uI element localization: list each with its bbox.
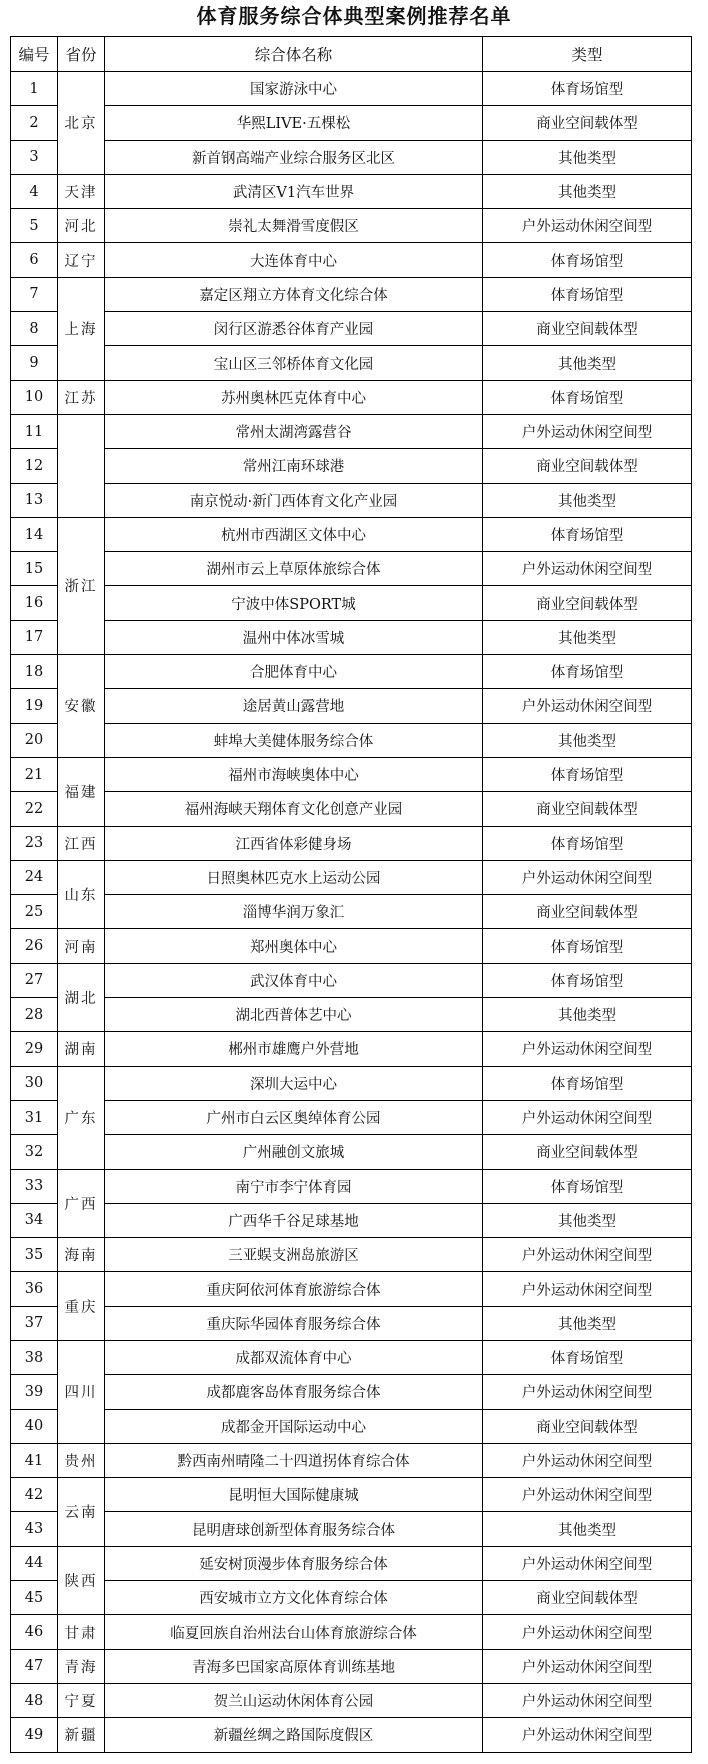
complex-name: 昆明唐球创新型体育服务综合体 — [105, 1512, 483, 1546]
table-row — [11, 1615, 692, 1649]
table-row — [11, 1718, 692, 1752]
complex-name: 成都双流体育中心 — [105, 1340, 483, 1374]
table-row — [11, 1169, 692, 1203]
document-title: 体育服务综合体典型案例推荐名单 — [196, 4, 512, 28]
table-row — [11, 1683, 692, 1717]
header-province: 省份 — [58, 37, 105, 72]
table-header-row — [11, 37, 692, 72]
table-row — [11, 414, 692, 448]
table-row — [11, 1032, 692, 1066]
header-name: 综合体名称 — [105, 37, 483, 72]
row-number: 40 — [11, 1409, 58, 1443]
table-row — [11, 72, 692, 106]
province-cell: 天津 — [58, 174, 105, 208]
table-row — [11, 517, 692, 551]
complex-name: 广州融创文旅城 — [105, 1135, 483, 1169]
row-number: 15 — [11, 552, 58, 586]
row-number: 38 — [11, 1340, 58, 1374]
row-number: 9 — [11, 346, 58, 380]
complex-type: 体育场馆型 — [483, 1340, 692, 1374]
province-cell — [58, 414, 105, 517]
table-row — [11, 380, 692, 414]
province-cell: 山东 — [58, 860, 105, 929]
complex-name: 三亚蜈支洲岛旅游区 — [105, 1238, 483, 1272]
complex-type: 体育场馆型 — [483, 380, 692, 414]
row-number: 8 — [11, 312, 58, 346]
row-number: 48 — [11, 1683, 58, 1717]
complex-name: 崇礼太舞滑雪度假区 — [105, 209, 483, 243]
complex-name: 成都鹿客岛体育服务综合体 — [105, 1375, 483, 1409]
table-row — [11, 209, 692, 243]
row-number: 49 — [11, 1718, 58, 1752]
row-number: 5 — [11, 209, 58, 243]
complex-name: 青海多巴国家高原体育训练基地 — [105, 1649, 483, 1683]
table-row — [11, 277, 692, 311]
complex-type: 体育场馆型 — [483, 963, 692, 997]
table-row — [11, 929, 692, 963]
complex-name: 新首钢高端产业综合服务区北区 — [105, 140, 483, 174]
complex-name: 成都金开国际运动中心 — [105, 1409, 483, 1443]
table-row — [11, 483, 692, 517]
complex-name: 郑州奥体中心 — [105, 929, 483, 963]
complex-type: 体育场馆型 — [483, 1066, 692, 1100]
complex-name: 武汉体育中心 — [105, 963, 483, 997]
recommendation-table — [10, 36, 692, 1753]
table-row — [11, 1306, 692, 1340]
complex-name: 郴州市雄鹰户外营地 — [105, 1032, 483, 1066]
complex-type: 户外运动休闲空间型 — [483, 552, 692, 586]
complex-name: 蚌埠大美健体服务综合体 — [105, 723, 483, 757]
row-number: 2 — [11, 106, 58, 140]
complex-type: 其他类型 — [483, 723, 692, 757]
table-row — [11, 655, 692, 689]
province-cell: 广西 — [58, 1169, 105, 1238]
row-number: 24 — [11, 860, 58, 894]
row-number: 33 — [11, 1169, 58, 1203]
table-row — [11, 757, 692, 791]
complex-type: 体育场馆型 — [483, 1169, 692, 1203]
row-number: 47 — [11, 1649, 58, 1683]
complex-type: 其他类型 — [483, 1203, 692, 1237]
table-row — [11, 1203, 692, 1237]
complex-name: 江西省体彩健身场 — [105, 826, 483, 860]
complex-name: 临夏回族自治州法台山体育旅游综合体 — [105, 1615, 483, 1649]
complex-type: 商业空间载体型 — [483, 895, 692, 929]
table-row — [11, 1546, 692, 1580]
header-number: 编号 — [11, 37, 58, 72]
row-number: 11 — [11, 414, 58, 448]
complex-name: 贺兰山运动休闲体育公园 — [105, 1683, 483, 1717]
province-cell: 江苏 — [58, 380, 105, 414]
table-row — [11, 689, 692, 723]
complex-name: 广西华千谷足球基地 — [105, 1203, 483, 1237]
row-number: 7 — [11, 277, 58, 311]
table-row — [11, 723, 692, 757]
row-number: 12 — [11, 449, 58, 483]
row-number: 14 — [11, 517, 58, 551]
province-cell: 青海 — [58, 1649, 105, 1683]
row-number: 26 — [11, 929, 58, 963]
complex-type: 体育场馆型 — [483, 655, 692, 689]
row-number: 36 — [11, 1272, 58, 1306]
complex-type: 商业空间载体型 — [483, 106, 692, 140]
complex-type: 户外运动休闲空间型 — [483, 1546, 692, 1580]
complex-type: 商业空间载体型 — [483, 1409, 692, 1443]
province-cell: 甘肃 — [58, 1615, 105, 1649]
complex-name: 南京悦动·新门西体育文化产业园 — [105, 483, 483, 517]
row-number: 28 — [11, 998, 58, 1032]
complex-name: 昆明恒大国际健康城 — [105, 1478, 483, 1512]
row-number: 43 — [11, 1512, 58, 1546]
complex-type: 体育场馆型 — [483, 243, 692, 277]
province-cell: 云南 — [58, 1478, 105, 1547]
province-cell: 湖北 — [58, 963, 105, 1032]
complex-type: 户外运动休闲空间型 — [483, 689, 692, 723]
row-number: 20 — [11, 723, 58, 757]
table-row — [11, 620, 692, 654]
complex-name: 宁波中体SPORT城 — [105, 586, 483, 620]
complex-name: 黔西南州晴隆二十四道拐体育综合体 — [105, 1443, 483, 1477]
complex-type: 户外运动休闲空间型 — [483, 1718, 692, 1752]
complex-type: 其他类型 — [483, 346, 692, 380]
complex-name: 嘉定区翔立方体育文化综合体 — [105, 277, 483, 311]
complex-name: 杭州市西湖区文体中心 — [105, 517, 483, 551]
complex-name: 常州太湖湾露营谷 — [105, 414, 483, 448]
row-number: 23 — [11, 826, 58, 860]
complex-type: 户外运动休闲空间型 — [483, 1238, 692, 1272]
complex-name: 苏州奥林匹克体育中心 — [105, 380, 483, 414]
province-cell: 浙江 — [58, 517, 105, 654]
complex-type: 其他类型 — [483, 140, 692, 174]
complex-name: 常州江南环球港 — [105, 449, 483, 483]
complex-name: 宝山区三邻桥体育文化园 — [105, 346, 483, 380]
complex-name: 南宁市李宁体育园 — [105, 1169, 483, 1203]
complex-name: 湖北西普体艺中心 — [105, 998, 483, 1032]
row-number: 30 — [11, 1066, 58, 1100]
table-row — [11, 174, 692, 208]
complex-name: 湖州市云上草原体旅综合体 — [105, 552, 483, 586]
table-row — [11, 312, 692, 346]
complex-name: 大连体育中心 — [105, 243, 483, 277]
table-row — [11, 1375, 692, 1409]
table-row — [11, 895, 692, 929]
complex-name: 福州海峡天翔体育文化创意产业园 — [105, 792, 483, 826]
complex-type: 商业空间载体型 — [483, 1135, 692, 1169]
row-number: 18 — [11, 655, 58, 689]
row-number: 31 — [11, 1100, 58, 1134]
table-row — [11, 1135, 692, 1169]
complex-name: 福州市海峡奥体中心 — [105, 757, 483, 791]
province-cell: 湖南 — [58, 1032, 105, 1066]
complex-name: 新疆丝绸之路国际度假区 — [105, 1718, 483, 1752]
row-number: 39 — [11, 1375, 58, 1409]
complex-name: 温州中体冰雪城 — [105, 620, 483, 654]
table-row — [11, 1581, 692, 1615]
complex-type: 体育场馆型 — [483, 757, 692, 791]
table-row — [11, 1443, 692, 1477]
table-row — [11, 1238, 692, 1272]
row-number: 3 — [11, 140, 58, 174]
row-number: 10 — [11, 380, 58, 414]
row-number: 4 — [11, 174, 58, 208]
province-cell: 北京 — [58, 72, 105, 175]
complex-type: 户外运动休闲空间型 — [483, 1100, 692, 1134]
complex-type: 户外运动休闲空间型 — [483, 1615, 692, 1649]
province-cell: 海南 — [58, 1238, 105, 1272]
row-number: 13 — [11, 483, 58, 517]
table-row — [11, 1100, 692, 1134]
complex-type: 户外运动休闲空间型 — [483, 1375, 692, 1409]
table-row — [11, 140, 692, 174]
table-row — [11, 449, 692, 483]
province-cell: 陕西 — [58, 1546, 105, 1615]
province-cell: 河南 — [58, 929, 105, 963]
table-body — [11, 72, 692, 1753]
complex-type: 户外运动休闲空间型 — [483, 1272, 692, 1306]
table-row — [11, 1649, 692, 1683]
province-cell: 上海 — [58, 277, 105, 380]
complex-type: 户外运动休闲空间型 — [483, 209, 692, 243]
complex-type: 户外运动休闲空间型 — [483, 1683, 692, 1717]
row-number: 32 — [11, 1135, 58, 1169]
complex-type: 户外运动休闲空间型 — [483, 414, 692, 448]
table-row — [11, 1409, 692, 1443]
row-number: 45 — [11, 1581, 58, 1615]
complex-type: 户外运动休闲空间型 — [483, 1032, 692, 1066]
table-row — [11, 1478, 692, 1512]
province-cell: 贵州 — [58, 1443, 105, 1477]
table-row — [11, 963, 692, 997]
row-number: 34 — [11, 1203, 58, 1237]
province-cell: 四川 — [58, 1340, 105, 1443]
complex-name: 日照奥林匹克水上运动公园 — [105, 860, 483, 894]
complex-type: 其他类型 — [483, 1512, 692, 1546]
complex-type: 商业空间载体型 — [483, 312, 692, 346]
complex-name: 西安城市立方文化体育综合体 — [105, 1581, 483, 1615]
table-row — [11, 586, 692, 620]
complex-type: 户外运动休闲空间型 — [483, 1649, 692, 1683]
row-number: 16 — [11, 586, 58, 620]
table-row — [11, 1066, 692, 1100]
complex-name: 合肥体育中心 — [105, 655, 483, 689]
row-number: 35 — [11, 1238, 58, 1272]
table-row — [11, 792, 692, 826]
row-number: 37 — [11, 1306, 58, 1340]
table-row — [11, 998, 692, 1032]
complex-type: 商业空间载体型 — [483, 449, 692, 483]
complex-type: 其他类型 — [483, 483, 692, 517]
table-row — [11, 826, 692, 860]
row-number: 6 — [11, 243, 58, 277]
complex-name: 武清区V1汽车世界 — [105, 174, 483, 208]
row-number: 44 — [11, 1546, 58, 1580]
complex-type: 其他类型 — [483, 998, 692, 1032]
table-row — [11, 860, 692, 894]
complex-type: 户外运动休闲空间型 — [483, 860, 692, 894]
province-cell: 河北 — [58, 209, 105, 243]
complex-type: 商业空间载体型 — [483, 586, 692, 620]
complex-name: 闵行区游悉谷体育产业园 — [105, 312, 483, 346]
complex-name: 途居黄山露营地 — [105, 689, 483, 723]
row-number: 29 — [11, 1032, 58, 1066]
province-cell: 广东 — [58, 1066, 105, 1169]
complex-type: 体育场馆型 — [483, 517, 692, 551]
table-row — [11, 552, 692, 586]
province-cell: 福建 — [58, 757, 105, 826]
table-row — [11, 106, 692, 140]
complex-name: 广州市白云区奥绰体育公园 — [105, 1100, 483, 1134]
complex-name: 重庆阿依河体育旅游综合体 — [105, 1272, 483, 1306]
table-row — [11, 243, 692, 277]
row-number: 41 — [11, 1443, 58, 1477]
complex-name: 延安树顶漫步体育服务综合体 — [105, 1546, 483, 1580]
complex-type: 体育场馆型 — [483, 826, 692, 860]
province-cell: 辽宁 — [58, 243, 105, 277]
complex-name: 淄博华润万象汇 — [105, 895, 483, 929]
province-cell: 江西 — [58, 826, 105, 860]
complex-type: 其他类型 — [483, 1306, 692, 1340]
complex-type: 体育场馆型 — [483, 929, 692, 963]
row-number: 46 — [11, 1615, 58, 1649]
row-number: 27 — [11, 963, 58, 997]
row-number: 25 — [11, 895, 58, 929]
complex-name: 重庆际华园体育服务综合体 — [105, 1306, 483, 1340]
table-row — [11, 1340, 692, 1374]
row-number: 22 — [11, 792, 58, 826]
complex-type: 商业空间载体型 — [483, 1581, 692, 1615]
complex-name: 深圳大运中心 — [105, 1066, 483, 1100]
row-number: 42 — [11, 1478, 58, 1512]
row-number: 21 — [11, 757, 58, 791]
table-row — [11, 1512, 692, 1546]
row-number: 19 — [11, 689, 58, 723]
province-cell: 新疆 — [58, 1718, 105, 1752]
complex-type: 商业空间载体型 — [483, 792, 692, 826]
row-number: 1 — [11, 72, 58, 106]
complex-type: 体育场馆型 — [483, 277, 692, 311]
complex-type: 其他类型 — [483, 620, 692, 654]
province-cell: 宁夏 — [58, 1683, 105, 1717]
complex-type: 户外运动休闲空间型 — [483, 1478, 692, 1512]
province-cell: 重庆 — [58, 1272, 105, 1341]
complex-type: 体育场馆型 — [483, 72, 692, 106]
complex-type: 户外运动休闲空间型 — [483, 1443, 692, 1477]
complex-type: 其他类型 — [483, 174, 692, 208]
complex-name: 国家游泳中心 — [105, 72, 483, 106]
row-number: 17 — [11, 620, 58, 654]
table-row — [11, 1272, 692, 1306]
complex-name: 华熙LIVE·五棵松 — [105, 106, 483, 140]
header-type: 类型 — [483, 37, 692, 72]
table-row — [11, 346, 692, 380]
province-cell: 安徽 — [58, 655, 105, 758]
